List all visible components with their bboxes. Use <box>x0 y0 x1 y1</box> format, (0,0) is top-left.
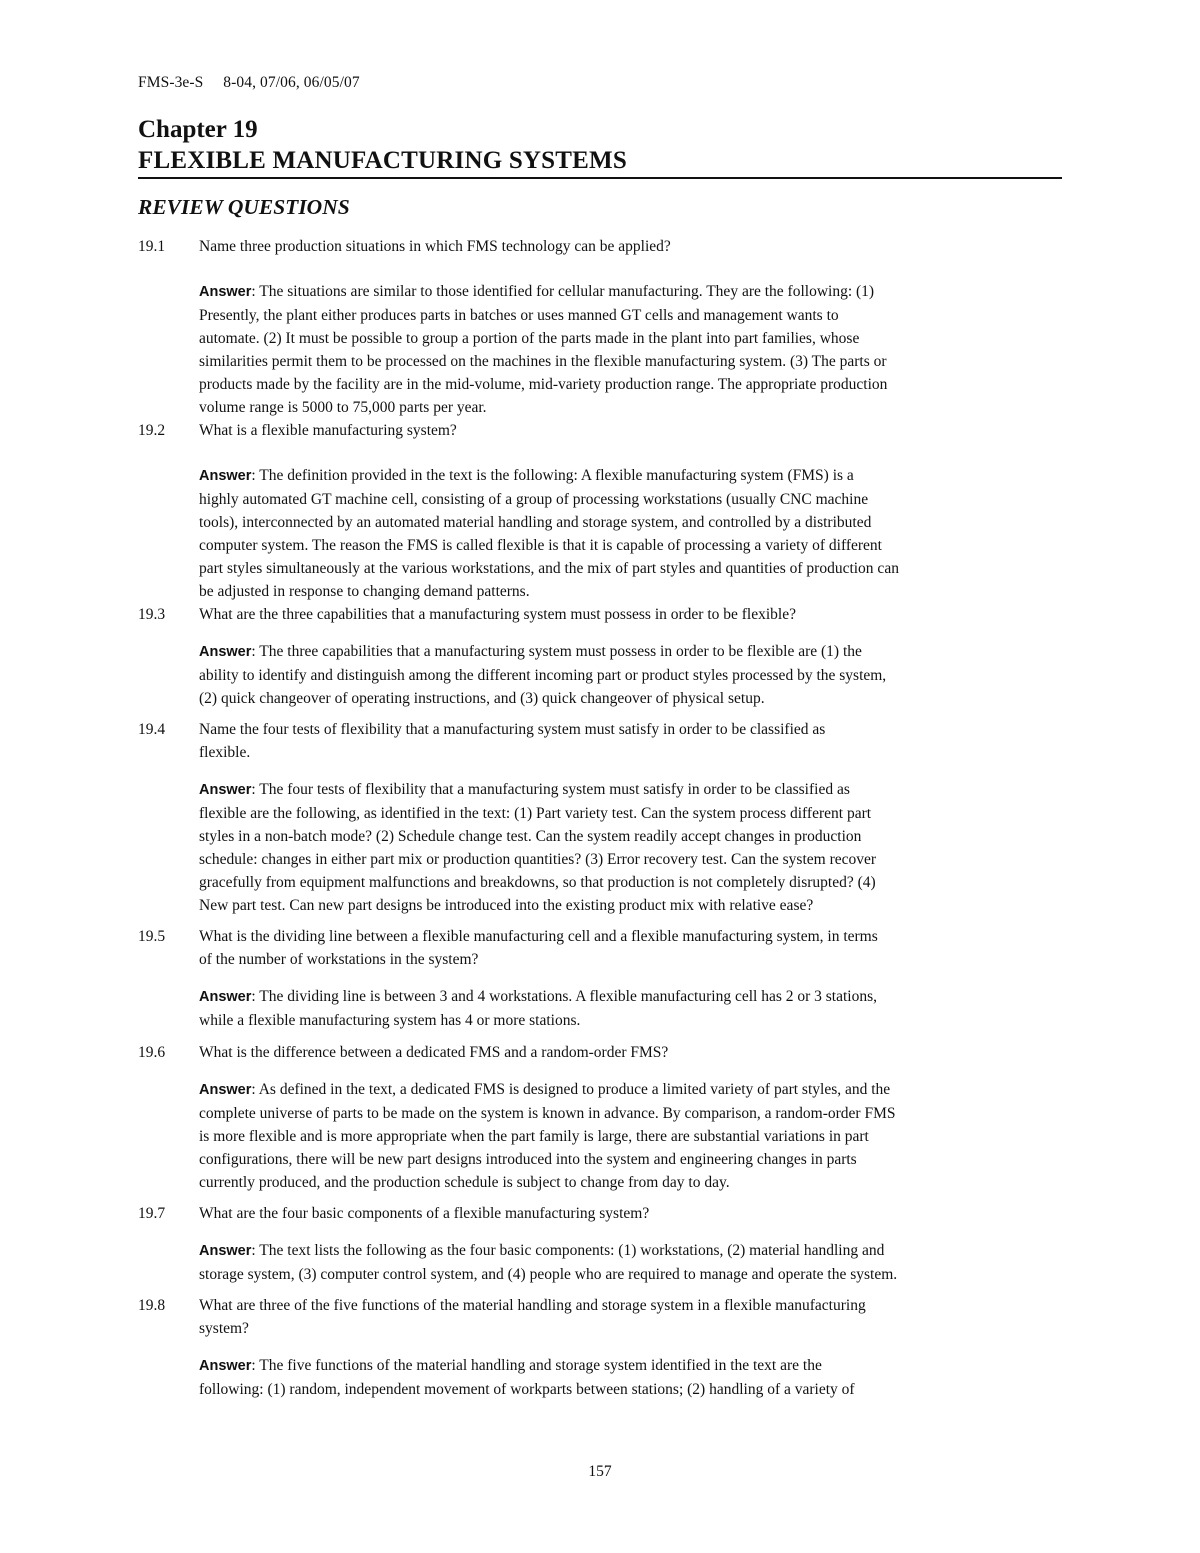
answer-line <box>199 778 1061 802</box>
answer-label: Answer <box>199 644 252 660</box>
answer-text <box>199 1354 1061 1401</box>
answer-line <box>199 280 1061 304</box>
question-text <box>199 925 1059 971</box>
answer-line: (2) quick changeover of operating instructions, and (3) quick changeover of physical setup. <box>199 690 765 707</box>
answer-text <box>199 464 1061 603</box>
answer-line: complete universe of parts to be made on the system is known in advance. By comparison, a random-order FMS <box>199 1105 896 1122</box>
answer-line: tools), interconnected by an automated material handling and storage system, and controlled by a distributed <box>199 514 872 531</box>
answer-text <box>199 1078 1061 1194</box>
answer-line: highly automated GT machine cell, consisting of a group of processing workstations (usually CNC machine <box>199 491 869 508</box>
answer-line: volume range is 5000 to 75,000 parts per year. <box>199 399 487 416</box>
answer-line: schedule: changes in either part mix or production quantities? (3) Error recovery test. Can the system recover <box>199 851 877 868</box>
answer-line-text: : The three capabilities that a manufacturing system must possess in order to be flexible are (1) the <box>251 643 862 660</box>
question-number: 19.1 <box>138 238 166 255</box>
question-text <box>199 603 1059 626</box>
answer-line-text: : The definition provided in the text is the following: A flexible manufacturing system (FMS) is a <box>251 467 854 484</box>
answer-line <box>199 1239 1061 1263</box>
answer-line: computer system. The reason the FMS is called flexible is that it is capable of processing a variety of different <box>199 537 882 554</box>
answer-line: products made by the facility are in the mid-volume, mid-variety production range. The appropriate production <box>199 376 888 393</box>
answer-line: following: (1) random, independent movement of workparts between stations; (2) handling of a variety of <box>199 1381 855 1398</box>
answer-text <box>199 1239 1061 1286</box>
question-text <box>199 1041 1059 1064</box>
answer-text <box>199 280 1061 419</box>
question-text <box>199 718 1059 764</box>
question-text <box>199 1294 1059 1340</box>
answer-label: Answer <box>199 468 252 484</box>
answer-line: styles in a non-batch mode? (2) Schedule change test. Can the system readily accept changes in production <box>199 828 862 845</box>
answer-line <box>199 640 1061 664</box>
question-line: Name the four tests of flexibility that a manufacturing system must satisfy in order to be classified as <box>199 721 826 738</box>
answer-text <box>199 778 1061 917</box>
answer-line: automate. (2) It must be possible to group a portion of the parts made in the plant into part families, whose <box>199 330 860 347</box>
question-number: 19.4 <box>138 721 166 738</box>
answer-line-text: : The four tests of flexibility that a manufacturing system must satisfy in order to be classified as <box>251 781 850 798</box>
question-number: 19.7 <box>138 1205 166 1222</box>
answer-line <box>199 464 1061 488</box>
answer-line-text: : The five functions of the material handling and storage system identified in the text are the <box>251 1357 822 1374</box>
answer-line-text: : The dividing line is between 3 and 4 workstations. A flexible manufacturing cell has 2 or 3 stations, <box>251 988 878 1005</box>
answer-line: is more flexible and is more appropriate when the part family is large, there are substantial variations in part <box>199 1128 869 1145</box>
page-number: 157 <box>588 1463 612 1480</box>
answer-line: flexible are the following, as identified in the text: (1) Part variety test. Can the system process different part <box>199 805 872 822</box>
answer-line: configurations, there will be new part designs introduced into the system and engineering changes in parts <box>199 1151 857 1168</box>
answer-label: Answer <box>199 989 252 1005</box>
answer-label: Answer <box>199 782 252 798</box>
doc-code: FMS-3e-S <box>138 74 204 91</box>
question-number: 19.3 <box>138 606 166 623</box>
answer-line: gracefully from equipment malfunctions and breakdowns, so that production is not completely disrupted? (4) <box>199 874 876 891</box>
question-line: What is the difference between a dedicated FMS and a random-order FMS? <box>199 1044 669 1061</box>
section-heading: REVIEW QUESTIONS <box>138 195 350 219</box>
answer-line: storage system, (3) computer control system, and (4) people who are required to manage and operate the system. <box>199 1266 898 1283</box>
answer-line: while a flexible manufacturing system has 4 or more stations. <box>199 1012 581 1029</box>
question-line: What is the dividing line between a flexible manufacturing cell and a flexible manufacturing system, in terms <box>199 928 878 945</box>
answer-line: Presently, the plant either produces parts in batches or uses manned GT cells and management wants to <box>199 307 839 324</box>
question-text <box>199 1202 1059 1225</box>
running-header <box>138 74 360 92</box>
answer-line-text: : The situations are similar to those identified for cellular manufacturing. They are the following: (1) <box>251 283 875 300</box>
question-text <box>199 419 1059 442</box>
question-line: What are the three capabilities that a manufacturing system must possess in order to be flexible? <box>199 606 796 623</box>
question-number: 19.2 <box>138 422 166 439</box>
answer-text <box>199 985 1061 1032</box>
title-divider <box>138 177 1062 179</box>
answer-label: Answer <box>199 284 252 300</box>
question-line: flexible. <box>199 744 251 761</box>
question-line: What are three of the five functions of the material handling and storage system in a flexible manufacturing <box>199 1297 866 1314</box>
answer-line: ability to identify and distinguish among the different incoming part or product styles processed by the system, <box>199 667 887 684</box>
answer-line: New part test. Can new part designs be introduced into the existing product mix with relative ease? <box>199 897 814 914</box>
answer-line <box>199 1354 1061 1378</box>
answer-line <box>199 1078 1061 1102</box>
answer-label: Answer <box>199 1358 252 1374</box>
answer-line-text: : The text lists the following as the four basic components: (1) workstations, (2) material handling and <box>251 1242 885 1259</box>
revision-dates: 8-04, 07/06, 06/05/07 <box>223 74 360 91</box>
answer-label: Answer <box>199 1082 252 1098</box>
answer-text <box>199 640 1061 710</box>
answer-line: similarities permit them to be processed on the machines in the flexible manufacturing system. (3) The parts or <box>199 353 887 370</box>
question-number: 19.8 <box>138 1297 166 1314</box>
answer-line: be adjusted in response to changing demand patterns. <box>199 583 530 600</box>
chapter-title: FLEXIBLE MANUFACTURING SYSTEMS <box>138 147 627 174</box>
question-line: of the number of workstations in the system? <box>199 951 479 968</box>
question-line: What are the four basic components of a flexible manufacturing system? <box>199 1205 650 1222</box>
answer-line-text: : As defined in the text, a dedicated FMS is designed to produce a limited variety of part styles, and the <box>251 1081 891 1098</box>
answer-line: part styles simultaneously at the various workstations, and the mix of part styles and quantities of production can <box>199 560 899 577</box>
question-line: What is a flexible manufacturing system? <box>199 422 457 439</box>
answer-line: currently produced, and the production schedule is subject to change from day to day. <box>199 1174 730 1191</box>
answer-line <box>199 985 1061 1009</box>
question-text <box>199 235 1059 258</box>
question-line: Name three production situations in which FMS technology can be applied? <box>199 238 671 255</box>
question-line: system? <box>199 1320 249 1337</box>
answer-label: Answer <box>199 1243 252 1259</box>
chapter-label: Chapter 19 <box>138 116 258 143</box>
question-number: 19.6 <box>138 1044 166 1061</box>
question-number: 19.5 <box>138 928 166 945</box>
